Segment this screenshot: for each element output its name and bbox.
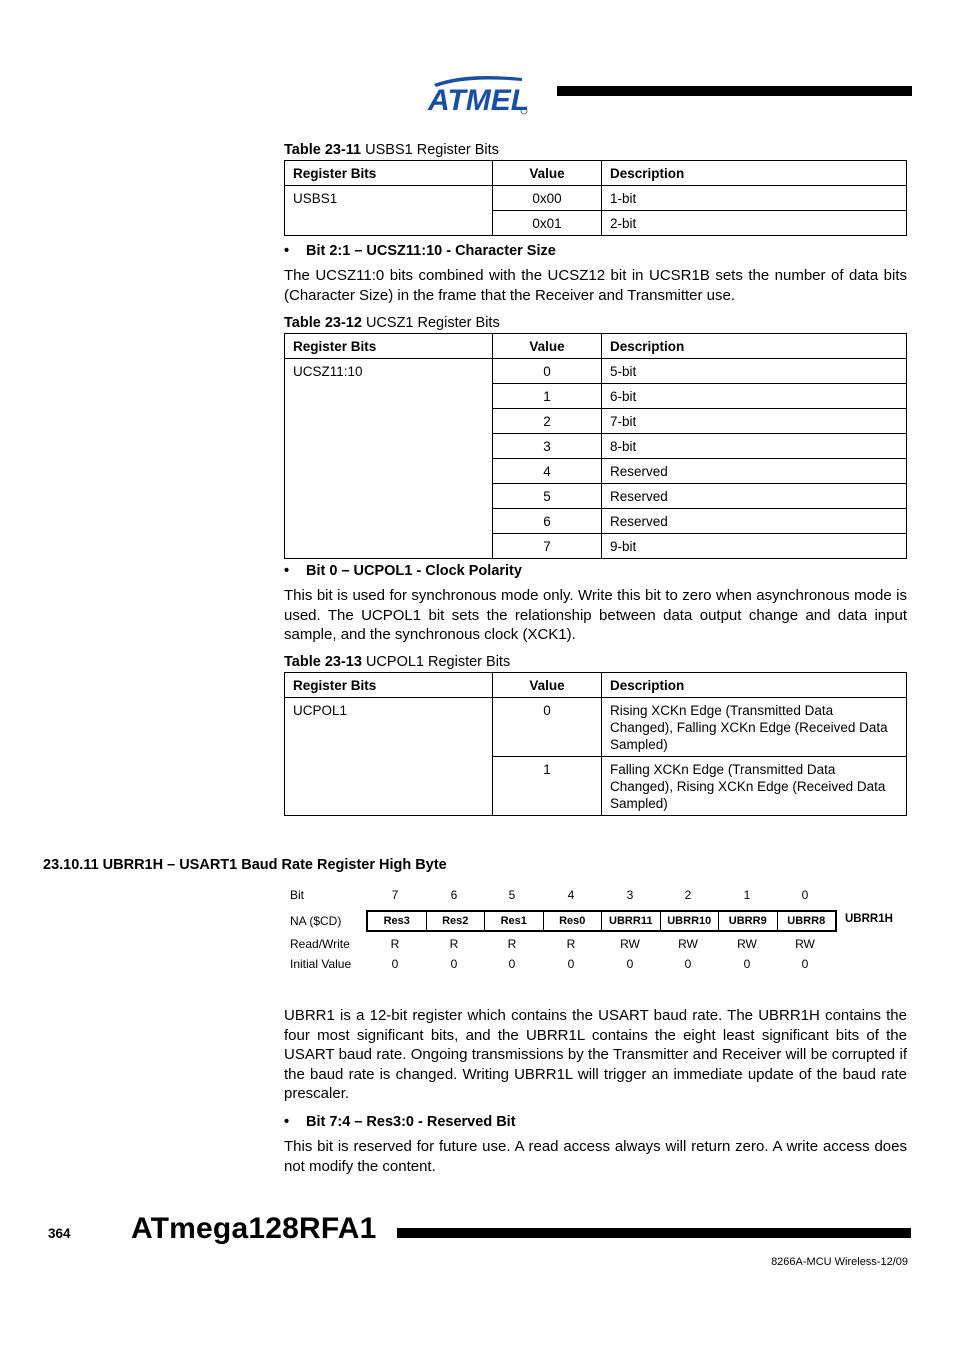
table-23-12-section	[284, 314, 907, 559]
rw-cell: R	[390, 937, 400, 951]
init-cell: 0	[508, 957, 516, 971]
svg-text:ATMEL: ATMEL	[428, 84, 530, 116]
register-bits-cell: UCSZ11:10	[285, 359, 493, 559]
table-23-11-section	[284, 141, 907, 236]
register-bits-cell: UCPOL1	[285, 698, 493, 816]
bit-name-cell: UBRR11	[602, 912, 661, 930]
header-register-bits: Register Bits	[285, 161, 493, 186]
value-cell: 4	[493, 459, 602, 484]
rw-cell: RW	[795, 937, 815, 951]
document-code: 8266A-MCU Wireless-12/09	[771, 1256, 908, 1268]
description-cell: 5-bit	[602, 359, 907, 384]
init-cell: 0	[801, 957, 809, 971]
description-cell: 8-bit	[602, 434, 907, 459]
header-value: Value	[493, 161, 602, 186]
header-value: Value	[493, 334, 602, 359]
description-cell: Reserved	[602, 459, 907, 484]
read-write-label: Read/Write	[290, 937, 350, 951]
rw-cell: RW	[737, 937, 757, 951]
bullet-heading: • Bit 0 – UCPOL1 - Clock Polarity	[284, 563, 522, 579]
bit21-section	[284, 242, 907, 305]
value-cell: 3	[493, 434, 602, 459]
description-cell: Rising XCKn Edge (Transmitted Data Changed), Falling XCKn Edge (Received Data Sampled)	[602, 698, 907, 757]
table-row	[285, 698, 907, 757]
table-row	[285, 186, 907, 211]
atmel-logo	[426, 68, 530, 116]
description-cell: 9-bit	[602, 534, 907, 559]
initial-value-label: Initial Value	[290, 957, 352, 971]
table-23-13-section	[284, 653, 907, 816]
footer-bar	[397, 1228, 911, 1238]
description-cell: 2-bit	[602, 211, 907, 236]
ucpol1-table	[284, 672, 907, 816]
rw-cell: R	[449, 937, 459, 951]
header-description: Description	[602, 334, 907, 359]
value-cell: 2	[493, 409, 602, 434]
value-cell: 1	[493, 384, 602, 409]
table-caption: Table 23-12 UCSZ1 Register Bits	[284, 315, 500, 331]
init-cell: 0	[391, 957, 399, 971]
register-name: UBRR1H	[845, 913, 893, 925]
paragraph: This bit is reserved for future use. A read access always will return zero. A write access does not modify the content.	[284, 1138, 907, 1175]
read-write-row	[284, 935, 904, 955]
bit-number: 5	[508, 888, 516, 902]
rw-cell: RW	[678, 937, 698, 951]
address-label: NA ($CD)	[290, 914, 342, 928]
description-cell: Reserved	[602, 484, 907, 509]
bit-number-row	[284, 886, 904, 906]
paragraph: The UCSZ11:0 bits combined with the UCSZ12 bit in UCSR1B sets the number of data bits (Character Size) in the frame that the Receiver and Transmitter use.	[284, 267, 907, 304]
document-title: ATmega128RFA1	[131, 1212, 377, 1245]
value-cell: 0	[493, 698, 602, 757]
description-cell: Falling XCKn Edge (Transmitted Data Changed), Rising XCKn Edge (Received Data Sampled)	[602, 757, 907, 816]
bit-name-cell: UBRR8	[787, 915, 826, 927]
header-register-bits: Register Bits	[285, 673, 493, 698]
value-cell: 6	[493, 509, 602, 534]
bit-label: Bit	[290, 888, 305, 902]
bit-name-cell: Res2	[427, 912, 486, 930]
table-row	[285, 359, 907, 384]
bit-name-cell: UBRR9	[719, 912, 778, 930]
page-number: 364	[48, 1226, 71, 1241]
bit-number: 3	[626, 888, 634, 902]
bit-number: 6	[450, 888, 458, 902]
init-cell: 0	[626, 957, 634, 971]
table-caption: Table 23-13 UCPOL1 Register Bits	[284, 654, 511, 670]
ucsz1-table	[284, 333, 907, 559]
bit-number: 7	[391, 888, 399, 902]
init-cell: 0	[450, 957, 458, 971]
init-cell: 0	[684, 957, 692, 971]
bit-number: 1	[743, 888, 751, 902]
bullet-heading: • Bit 2:1 – UCSZ11:10 - Character Size	[284, 243, 556, 259]
rw-cell: R	[507, 937, 517, 951]
header-bar	[557, 86, 912, 96]
bit-number: 2	[684, 888, 692, 902]
header-description: Description	[602, 161, 907, 186]
table-caption: Table 23-11 USBS1 Register Bits	[284, 142, 499, 158]
value-cell: 0x00	[493, 186, 602, 211]
value-cell: 0	[493, 359, 602, 384]
value-cell: 5	[493, 484, 602, 509]
initial-value-row	[284, 955, 904, 975]
paragraph: This bit is used for synchronous mode only. Write this bit to zero when asynchronous mode is used. The UCPOL1 bit sets the relationship between data output change and data input sample, and the synchronous clock (XCK1).	[284, 587, 907, 643]
bit-number: 4	[567, 888, 575, 902]
bit-name-cell: Res0	[544, 912, 603, 930]
bit-name-cell: Res3	[368, 912, 427, 930]
value-cell: 1	[493, 757, 602, 816]
usbs1-table	[284, 160, 907, 236]
bit-number: 0	[801, 888, 809, 902]
bullet-heading: • Bit 7:4 – Res3:0 - Reserved Bit	[284, 1114, 516, 1130]
header-register-bits: Register Bits	[285, 334, 493, 359]
header-value: Value	[493, 673, 602, 698]
description-cell: 6-bit	[602, 384, 907, 409]
section-title: 23.10.11 UBRR1H – USART1 Baud Rate Register High Byte	[43, 857, 447, 873]
header-description: Description	[602, 673, 907, 698]
paragraph: UBRR1 is a 12-bit register which contains the USART baud rate. The UBRR1H contains the four most significant bits, and the UBRR1L contains the eight least significant bits of the USART baud rate. Ongoing transmissions by the Transmitter and Receiver will be corrupted if the baud rate is changed. Writing UBRR1L will trigger an immediate update of the baud rate prescaler.	[284, 1007, 907, 1102]
ubrr-description	[284, 1006, 907, 1104]
description-cell: 7-bit	[602, 409, 907, 434]
rw-cell: R	[566, 937, 576, 951]
value-cell: 7	[493, 534, 602, 559]
init-cell: 0	[567, 957, 575, 971]
value-cell: 0x01	[493, 211, 602, 236]
bit74-section	[284, 1113, 907, 1176]
bit-name-cell: UBRR10	[661, 912, 720, 930]
bit0-section	[284, 562, 907, 645]
bit-name-cell: Res1	[485, 912, 544, 930]
register-bit-box	[366, 910, 837, 932]
register-bits-cell: USBS1	[285, 186, 493, 236]
rw-cell: RW	[620, 937, 640, 951]
description-cell: Reserved	[602, 509, 907, 534]
init-cell: 0	[743, 957, 751, 971]
bit-name-row	[284, 910, 904, 930]
description-cell: 1-bit	[602, 186, 907, 211]
